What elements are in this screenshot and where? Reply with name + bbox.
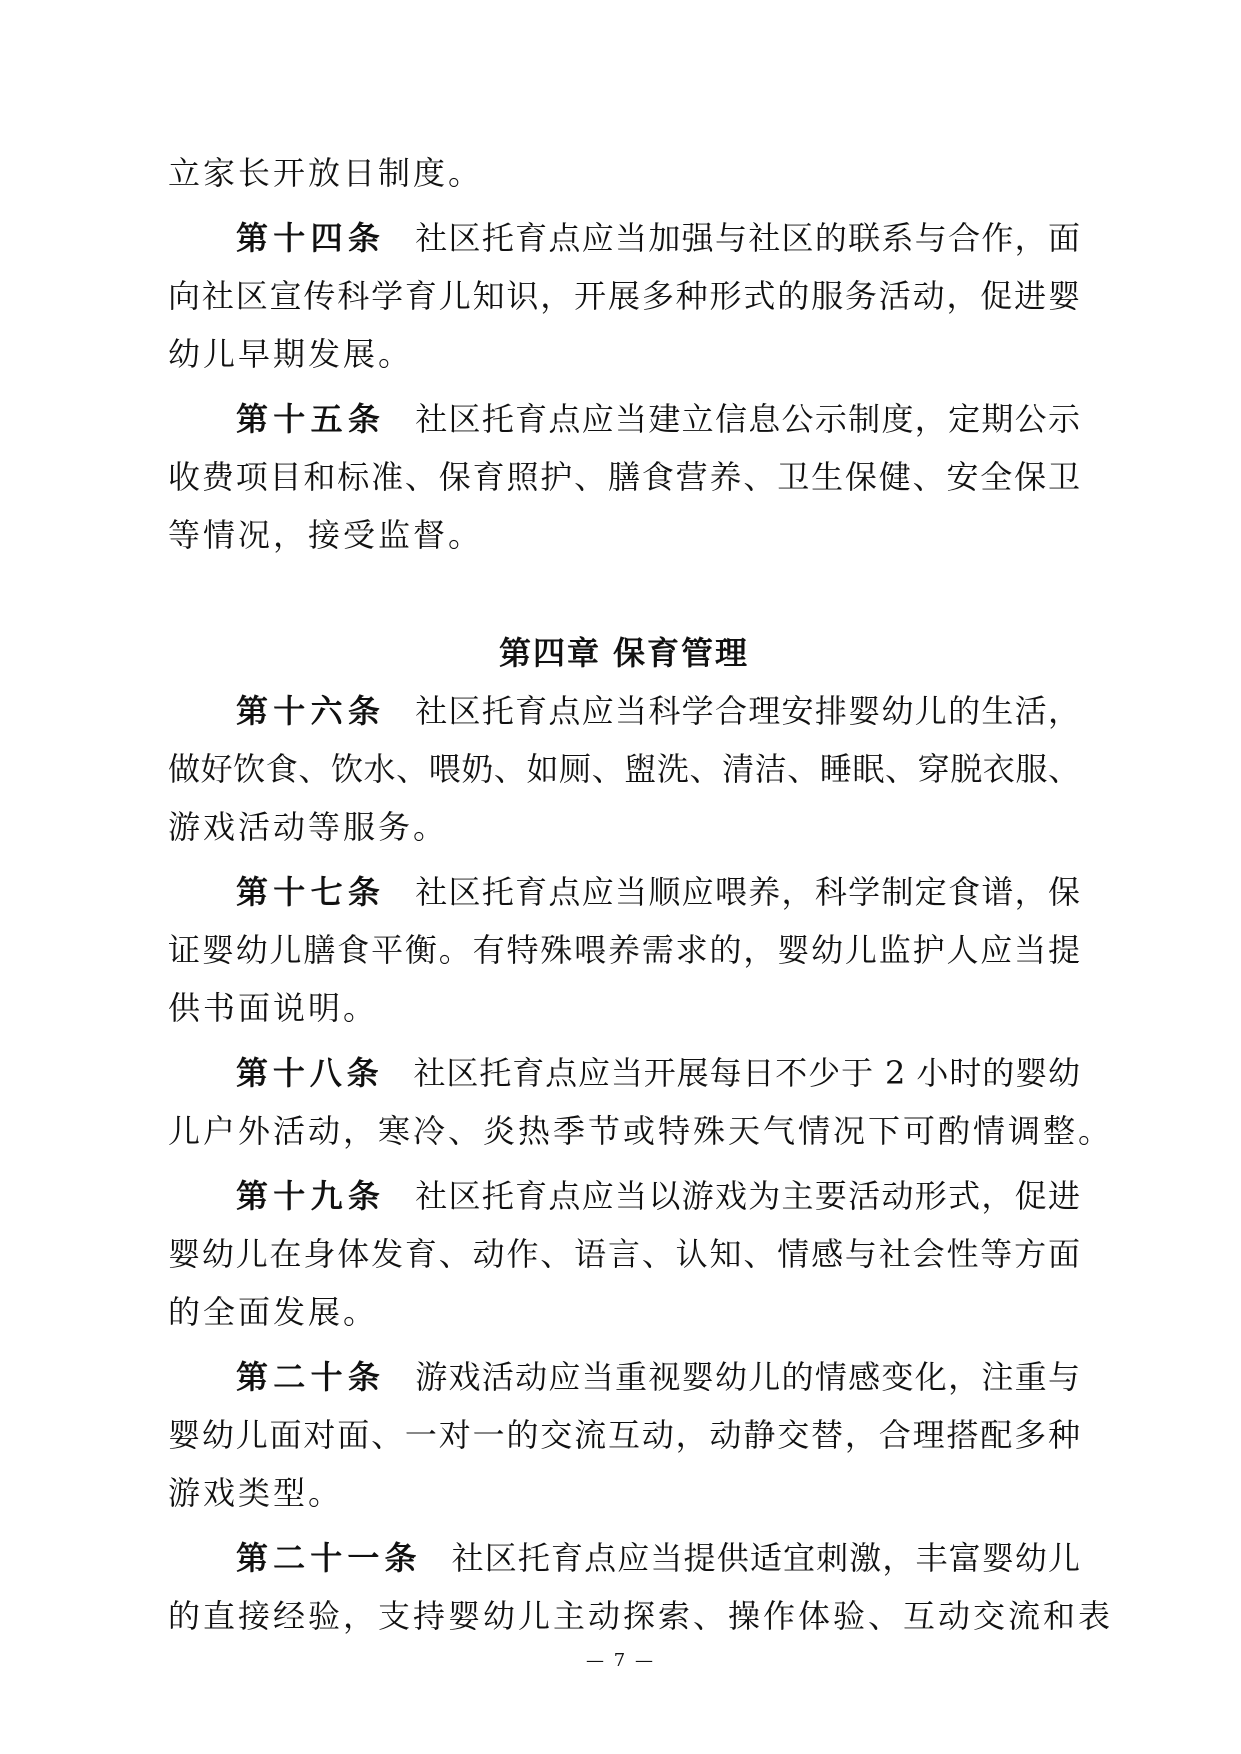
article-label: 第十四条	[236, 219, 386, 257]
article-paragraph	[168, 390, 1080, 564]
chapter-heading	[168, 624, 1080, 682]
article-paragraph	[168, 1348, 1080, 1522]
line-text: 的直接经验，支持婴幼儿主动探索、操作体验、互动交流和表	[168, 1597, 1114, 1635]
text-line	[168, 1102, 1114, 1160]
text-line	[168, 209, 1080, 267]
text-line	[168, 798, 1080, 856]
line-text: 等情况，接受监督。	[168, 516, 484, 554]
text-line	[168, 267, 1080, 325]
text-line	[168, 921, 1080, 979]
line-text: 婴幼儿面对面、一对一的交流互动，动静交替，合理搭配多种	[168, 1416, 1080, 1454]
text-line	[168, 1529, 1080, 1587]
line-text: 做好饮食、饮水、喂奶、如厕、盥洗、清洁、睡眠、穿脱衣服、	[168, 750, 1080, 788]
line-text: 社区托育点应当科学合理安排婴幼儿的生活，	[415, 692, 1080, 730]
line-text: 社区托育点应当以游戏为主要活动形式，促进	[415, 1177, 1080, 1215]
text-line	[168, 1044, 1080, 1102]
page-number: — 7 —	[586, 1650, 655, 1671]
text-line	[168, 1464, 1080, 1522]
text-line	[168, 448, 1080, 506]
line-text: 社区托育点应当开展每日不少于 2 小时的婴幼	[413, 1054, 1080, 1092]
line-text: 证婴幼儿膳食平衡。有特殊喂养需求的，婴幼儿监护人应当提	[168, 931, 1080, 969]
article-label: 第十八条	[236, 1054, 384, 1092]
line-text: 向社区宣传科学育儿知识，开展多种形式的服务活动，促进婴	[168, 277, 1080, 315]
article-paragraph	[168, 863, 1080, 1037]
text-line	[168, 325, 1080, 383]
line-text: 社区托育点应当加强与社区的联系与合作，面	[415, 219, 1080, 257]
text-line	[168, 144, 1080, 202]
article-paragraph	[168, 1167, 1080, 1341]
chapter-title: 保育管理	[613, 634, 750, 672]
article-label: 第十九条	[236, 1177, 386, 1215]
line-text: 儿户外活动，寒冷、炎热季节或特殊天气情况下可酌情调整。	[168, 1112, 1114, 1150]
article-paragraph	[168, 1529, 1114, 1645]
text-line	[168, 979, 1080, 1037]
article-label: 第十七条	[236, 873, 386, 911]
line-text: 幼儿早期发展。	[168, 335, 414, 373]
line-text: 游戏活动应当重视婴幼儿的情感变化，注重与	[415, 1358, 1080, 1396]
section-before-chapter	[168, 144, 1080, 564]
article-label: 第二十条	[236, 1358, 386, 1396]
line-text: 游戏活动等服务。	[168, 808, 449, 846]
article-paragraph	[168, 144, 1080, 202]
article-label: 第二十一条	[236, 1539, 422, 1577]
line-text: 社区托育点应当提供适宜刺激，丰富婴幼儿	[451, 1539, 1080, 1577]
text-line	[168, 1348, 1080, 1406]
line-text: 社区托育点应当顺应喂养，科学制定食谱，保	[415, 873, 1080, 911]
article-label: 第十六条	[236, 692, 386, 730]
section-after-chapter	[168, 682, 1114, 1645]
article-paragraph	[168, 209, 1080, 383]
text-line	[168, 1587, 1114, 1645]
line-text: 游戏类型。	[168, 1474, 344, 1512]
text-line	[168, 1225, 1080, 1283]
text-line	[168, 1283, 1080, 1341]
line-text: 的全面发展。	[168, 1293, 379, 1331]
text-line	[168, 863, 1080, 921]
text-line	[168, 390, 1080, 448]
text-line	[168, 1406, 1080, 1464]
text-line	[168, 682, 1080, 740]
chapter-number: 第四章	[498, 634, 601, 672]
article-paragraph	[168, 1044, 1114, 1160]
page-content	[168, 144, 1114, 1645]
article-paragraph	[168, 682, 1080, 856]
line-text: 立家长开放日制度。	[168, 154, 484, 192]
text-line	[168, 740, 1080, 798]
article-label: 第十五条	[236, 400, 386, 438]
text-line	[168, 1167, 1080, 1225]
line-text: 收费项目和标准、保育照护、膳食营养、卫生保健、安全保卫	[168, 458, 1080, 496]
line-text: 社区托育点应当建立信息公示制度，定期公示	[415, 400, 1080, 438]
line-text: 婴幼儿在身体发育、动作、语言、认知、情感与社会性等方面	[168, 1235, 1080, 1273]
text-line	[168, 506, 1080, 564]
line-text: 供书面说明。	[168, 989, 379, 1027]
